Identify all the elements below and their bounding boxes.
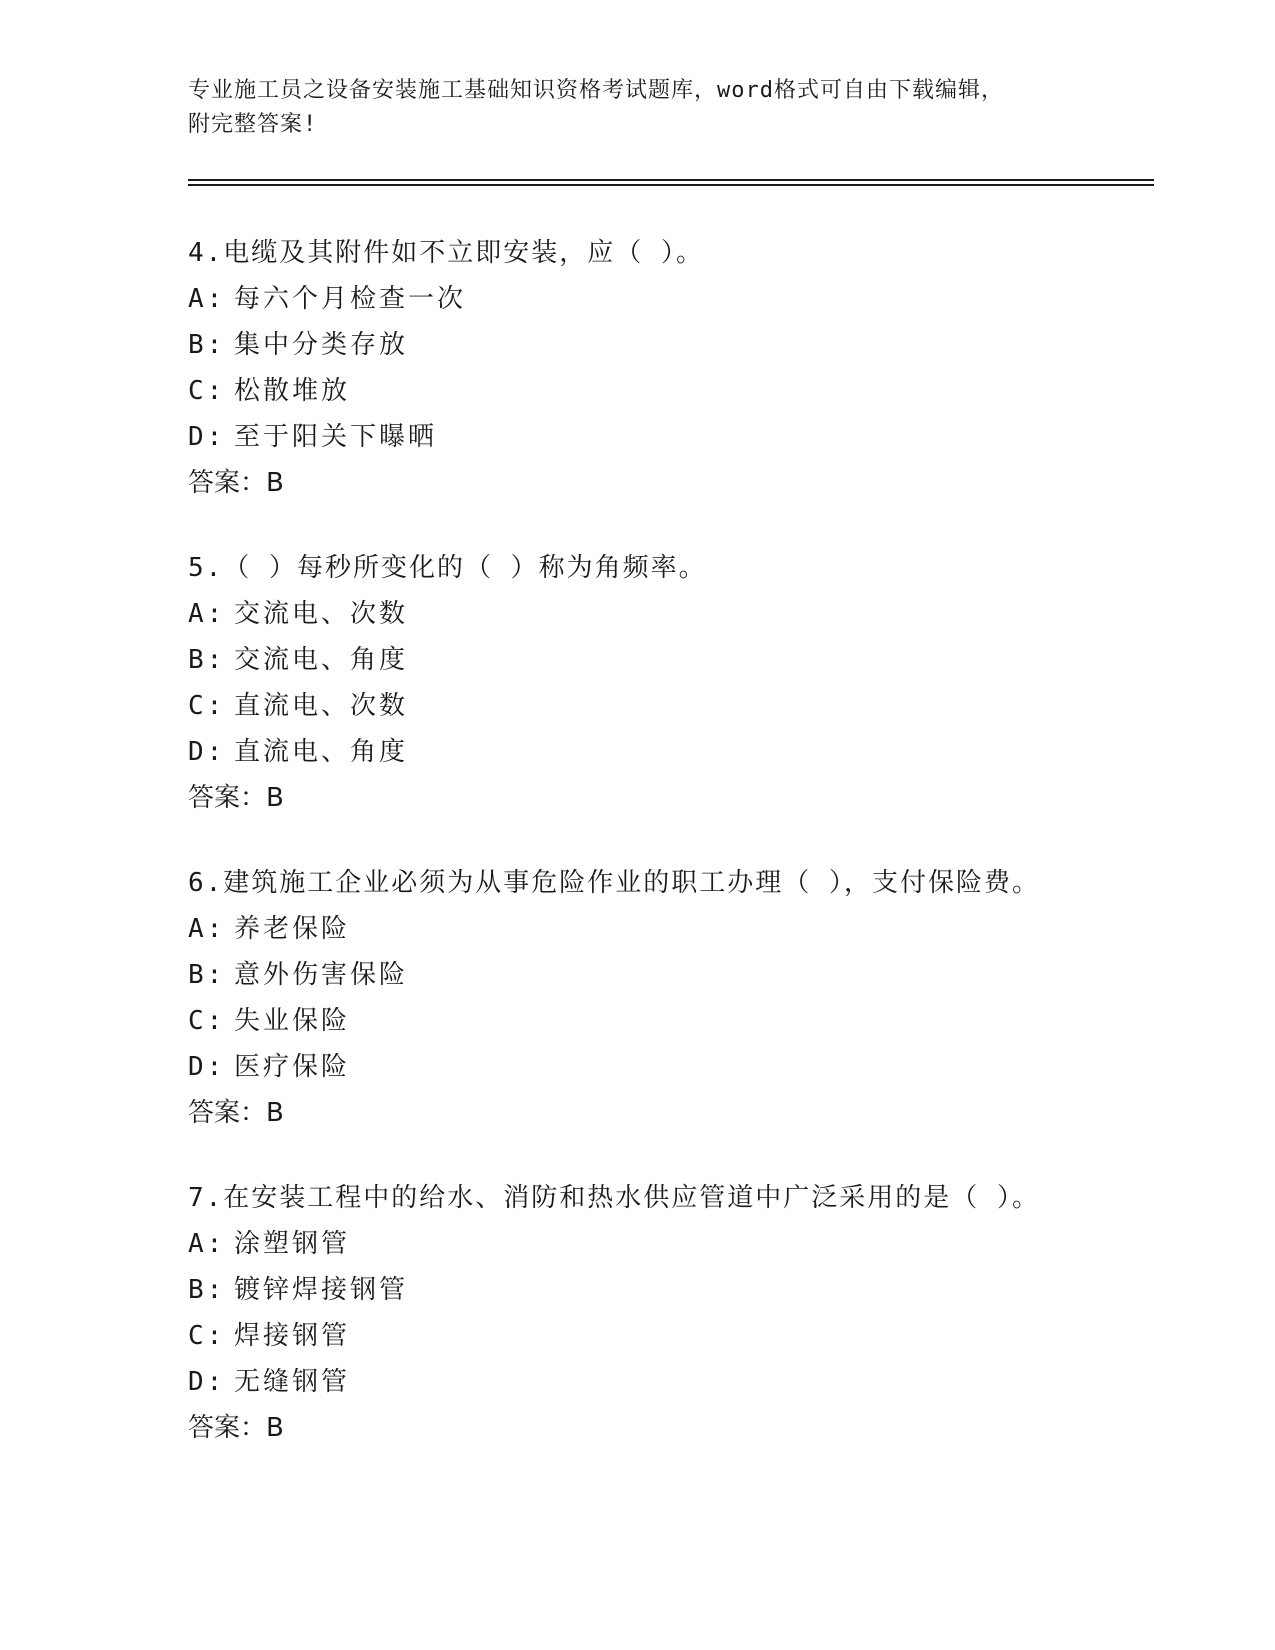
header-line-1: 专业施工员之设备安装施工基础知识资格考试题库，word格式可自由下载编辑， bbox=[188, 78, 1004, 103]
option-key: C: bbox=[188, 691, 226, 721]
header-line-2: 附完整答案! bbox=[188, 112, 318, 137]
question-stem: 4.电缆及其附件如不立即安装，应（ ）。 bbox=[188, 238, 704, 268]
option-key: C: bbox=[188, 1006, 226, 1036]
option-key: B: bbox=[188, 1275, 226, 1305]
option-c bbox=[188, 998, 1188, 1044]
answer-label: 答案：B bbox=[188, 468, 284, 498]
header-divider-bottom bbox=[188, 184, 1154, 186]
option-b bbox=[188, 637, 1188, 683]
option-d bbox=[188, 1044, 1188, 1090]
option-key: D: bbox=[188, 422, 226, 452]
question-6 bbox=[188, 860, 1188, 1136]
answer-label: 答案：B bbox=[188, 1098, 284, 1128]
option-text: 直流电、次数 bbox=[234, 691, 409, 721]
option-text: 至于阳关下曝晒 bbox=[234, 422, 438, 452]
answer-label: 答案：B bbox=[188, 1413, 284, 1443]
option-key: B: bbox=[188, 330, 226, 360]
option-a bbox=[188, 906, 1188, 952]
option-key: D: bbox=[188, 1052, 226, 1082]
option-text: 镀锌焊接钢管 bbox=[234, 1275, 409, 1305]
option-key: C: bbox=[188, 1321, 226, 1351]
option-text: 医疗保险 bbox=[234, 1052, 351, 1082]
option-text: 每六个月检查一次 bbox=[234, 284, 467, 314]
question-stem: 7.在安装工程中的给水、消防和热水供应管道中广泛采用的是（ ）。 bbox=[188, 1183, 1040, 1213]
option-a bbox=[188, 276, 1188, 322]
option-b bbox=[188, 1267, 1188, 1313]
option-key: A: bbox=[188, 914, 226, 944]
option-c bbox=[188, 1313, 1188, 1359]
option-text: 交流电、角度 bbox=[234, 645, 409, 675]
option-key: D: bbox=[188, 1367, 226, 1397]
document-header bbox=[188, 74, 1088, 142]
option-text: 直流电、角度 bbox=[234, 737, 409, 767]
option-key: B: bbox=[188, 645, 226, 675]
option-c bbox=[188, 683, 1188, 729]
option-b bbox=[188, 322, 1188, 368]
option-key: D: bbox=[188, 737, 226, 767]
question-5 bbox=[188, 545, 1188, 821]
option-key: A: bbox=[188, 1229, 226, 1259]
option-text: 焊接钢管 bbox=[234, 1321, 351, 1351]
option-text: 养老保险 bbox=[234, 914, 351, 944]
option-text: 松散堆放 bbox=[234, 376, 351, 406]
option-text: 无缝钢管 bbox=[234, 1367, 351, 1397]
option-d bbox=[188, 1359, 1188, 1405]
option-text: 意外伤害保险 bbox=[234, 960, 409, 990]
answer-label: 答案：B bbox=[188, 783, 284, 813]
option-text: 失业保险 bbox=[234, 1006, 351, 1036]
question-4 bbox=[188, 230, 1188, 506]
option-c bbox=[188, 368, 1188, 414]
option-key: B: bbox=[188, 960, 226, 990]
question-stem: 5.（ ）每秒所变化的（ ）称为角频率。 bbox=[188, 553, 707, 583]
option-key: A: bbox=[188, 599, 226, 629]
question-7 bbox=[188, 1175, 1188, 1451]
header-divider-top bbox=[188, 179, 1154, 181]
option-d bbox=[188, 414, 1188, 460]
option-d bbox=[188, 729, 1188, 775]
option-text: 集中分类存放 bbox=[234, 330, 409, 360]
option-b bbox=[188, 952, 1188, 998]
option-a bbox=[188, 591, 1188, 637]
question-stem: 6.建筑施工企业必须为从事危险作业的职工办理（ ），支付保险费。 bbox=[188, 868, 1040, 898]
option-key: A: bbox=[188, 284, 226, 314]
option-text: 涂塑钢管 bbox=[234, 1229, 351, 1259]
option-text: 交流电、次数 bbox=[234, 599, 409, 629]
option-key: C: bbox=[188, 376, 226, 406]
option-a bbox=[188, 1221, 1188, 1267]
